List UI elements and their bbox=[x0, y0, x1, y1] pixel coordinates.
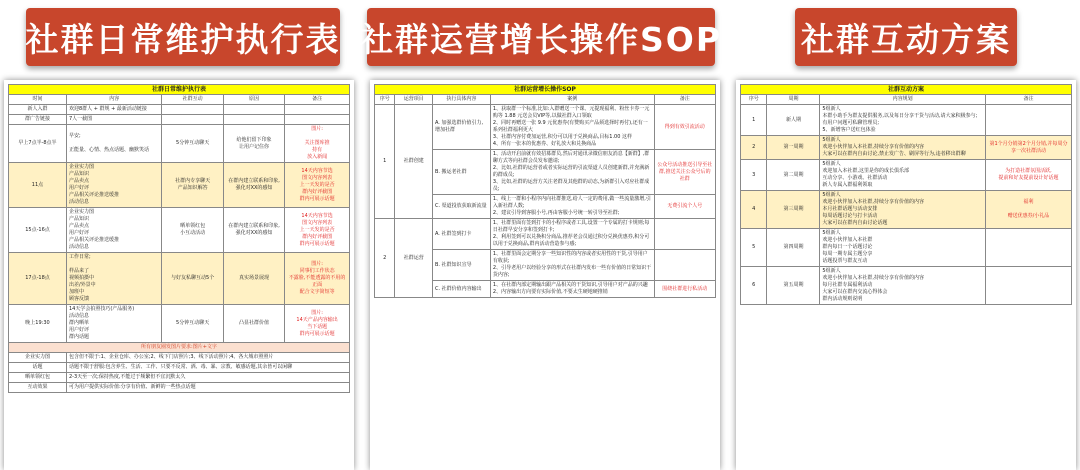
cycle-cell: 第五周期 bbox=[767, 267, 820, 305]
section-title: 所有朋友圈发图片要求:图片+文字 bbox=[9, 343, 350, 353]
footer-key: 晒单领红包 bbox=[9, 373, 67, 383]
interaction-cell: 社群内专享聊天 产品知识解答 bbox=[162, 163, 223, 208]
table-row bbox=[375, 105, 716, 150]
growth-sop-sheet bbox=[370, 80, 720, 470]
content-cell: 5组新人 本群小助手为群友提供服务,以及每日分享干货与活动,请大家积极参与; 有用户问题可私聊管理员; 5、新增客户送红包体验 bbox=[820, 105, 986, 136]
interaction-cell: 晒单领红包 小互动活动 bbox=[162, 208, 223, 253]
interaction-cell bbox=[162, 105, 223, 115]
column-header: 社群互动 bbox=[162, 95, 223, 105]
note-cell: 无费引流个人号 bbox=[654, 195, 715, 219]
case-cell: 1、线上一群和小程序内向社群推送,给人一定的费用,做一些流量激增,引入新社群人数; 2、建议引导到客服小号,再由客服小号统一转引导至社群; bbox=[490, 195, 654, 219]
table-row bbox=[375, 219, 716, 250]
column-header: 备注 bbox=[654, 95, 715, 105]
column-header: 运营项目 bbox=[395, 95, 433, 105]
table-row bbox=[741, 160, 1072, 191]
time-cell: 17点-18点 bbox=[9, 253, 67, 305]
sheet-title: 社群运营增长操作SOP bbox=[375, 85, 716, 95]
content-cell: 5组新人 欢迎加入本社群,这里是你的成长俱乐部 互动分享、小游戏、社群活动 新人专属入群福利领取 bbox=[820, 160, 986, 191]
content-cell: 5组新人 欢迎小伙伴加入本社群 群内每日一个话题讨论 每周一期专属主题分享 话题投票与群友互动 bbox=[820, 229, 986, 267]
exec-cell: B. 搬运老社群 bbox=[432, 150, 490, 195]
footer-row bbox=[9, 363, 350, 373]
footer-value: 可为用户提供实际价值:分享有价值、新鲜的一些热点话题 bbox=[66, 383, 349, 393]
cycle-cell: 第二周期 bbox=[767, 160, 820, 191]
note-cell: 图片: 关注图库推 持有 放入新闻 bbox=[285, 125, 350, 163]
reason-cell bbox=[223, 115, 284, 125]
banner-growth-sop: 社群运营增长操作SOP bbox=[367, 8, 715, 66]
note-cell: 14天内容节选 图文内容列表 上一天发的是否 群内好评截图 群内可展示话题 bbox=[285, 208, 350, 253]
content-cell: 早安; 正能量、心情、热点话题、幽默笑话 bbox=[66, 125, 161, 163]
content-cell: 5组新人 欢迎小伙伴加入本社群,持续分享有价值的内容 每月社群专属福利活动 大家可以在群内交流心得体会 群内活动规则说明 bbox=[820, 267, 986, 305]
section-row bbox=[9, 343, 350, 353]
exec-cell: A. 社群签到打卡 bbox=[432, 219, 490, 250]
content-cell: 企业实力图 产品知识 产品卖点 用户好评 产品相关评论推送缓推 活动信息 bbox=[66, 163, 161, 208]
content-cell: 企业实力图 产品知识 产品卖点 用户好评 产品相关评论推送缓推 活动信息 bbox=[66, 208, 161, 253]
row-number: 2 bbox=[375, 219, 395, 298]
cycle-cell: 第一周期 bbox=[767, 136, 820, 160]
reason-cell: 凸显社群价值 bbox=[223, 305, 284, 343]
column-header: 内容 bbox=[66, 95, 161, 105]
table-row bbox=[741, 191, 1072, 229]
reason-cell: 在群内建立联系和印象, 强化对XX的感知 bbox=[223, 163, 284, 208]
time-cell: 11点 bbox=[9, 163, 67, 208]
note-cell: 为打造社群氛围活跃, 提前和好友提前设计好话题 bbox=[985, 160, 1071, 191]
footer-key: 互动效果 bbox=[9, 383, 67, 393]
row-number: 5 bbox=[741, 229, 767, 267]
reason-cell: 真实场景展现 bbox=[223, 253, 284, 305]
note-cell: 围绕社群进行私活动 bbox=[654, 281, 715, 298]
time-cell: 15点-16点 bbox=[9, 208, 67, 253]
footer-row bbox=[9, 383, 350, 393]
time-cell: 早上7点半-8点半 bbox=[9, 125, 67, 163]
table-row bbox=[9, 125, 350, 163]
content-cell: 5组新人 欢迎小伙伴加入本社群,持续分享有价值的内容 本月社群话题与活动安排 每周话题讨论与打卡活动 大家可以在群内自由讨论话题 bbox=[820, 191, 986, 229]
note-cell: 图片: 14天产品内容输出 当下话题 群内可展示话题 bbox=[285, 305, 350, 343]
exec-cell: C. 社群价值内容输出 bbox=[432, 281, 490, 298]
column-header: 周期 bbox=[767, 95, 820, 105]
interaction-plan-table bbox=[740, 84, 1072, 305]
table-row bbox=[741, 267, 1072, 305]
banner-daily-maintenance: 社群日常维护执行表 bbox=[26, 8, 340, 66]
sheet-title: 社群互动方案 bbox=[741, 85, 1072, 95]
table-row bbox=[9, 105, 350, 115]
time-cell: 晚上19:30 bbox=[9, 305, 67, 343]
footer-key: 企业实力图 bbox=[9, 353, 67, 363]
exec-cell: A. 加强选群价值引力, 增加社群 bbox=[432, 105, 490, 150]
column-header: 序号 bbox=[375, 95, 395, 105]
table-row bbox=[9, 163, 350, 208]
interaction-cell: 与好友私聊互动5个 bbox=[162, 253, 223, 305]
reason-cell: 给他们留下印象 让用户记住你 bbox=[223, 125, 284, 163]
column-header: 执行具体内容 bbox=[432, 95, 490, 105]
exec-cell: C. 渠道投放获取新流量 bbox=[432, 195, 490, 219]
cycle-cell: 第三周期 bbox=[767, 191, 820, 229]
table-row bbox=[9, 253, 350, 305]
case-cell: 1、活动开启前就有效招募群员,然后对通讯录微信朋友消息【新群】,群聊方式等向社群会员发布邀请; 2、比如,社群的运营者或者实际运营的引流渠道人员创建新群,并充满新的群成员; 3、比如,社群的运营方关注老群及其他群的动态,为新群引入对应社群成员; bbox=[490, 150, 654, 195]
note-cell: 福利 赠送优惠券/小礼品 bbox=[985, 191, 1071, 229]
daily-maintenance-sheet bbox=[4, 80, 354, 470]
content-cell: 工作日常; 样品来了 视频拍摄中 出差/外景中 加班中 顾客反馈 bbox=[66, 253, 161, 305]
row-number: 6 bbox=[741, 267, 767, 305]
column-header: 备注 bbox=[985, 95, 1071, 105]
note-cell bbox=[985, 267, 1071, 305]
footer-value: 包含但不限于:1、企业仓库、办公室;2、线下门店照片;3、线下活动照片;4、各大城市照照片 bbox=[66, 353, 349, 363]
note-cell bbox=[985, 229, 1071, 267]
note-cell bbox=[654, 250, 715, 281]
footer-row bbox=[9, 373, 350, 383]
case-cell: 1、社群里面有签到打卡的小程序或者工具,设置一个专属的打卡规则;每日社群早安分享和签到打卡; 2、利用签到可以兑换积分商品,推荐老会员通过积分兑换优惠券,积分可以用于兑换商品,群内活动营造参与感; bbox=[490, 219, 654, 250]
interaction-cell bbox=[162, 115, 223, 125]
exec-cell: B. 社群知识宣导 bbox=[432, 250, 490, 281]
footer-value: 话题不限于舒服:包含养生、生活、工作、只要不反常、酒、毒、暴、宗教、敏感话题,其余皆可以闲聊 bbox=[66, 363, 349, 373]
table-row bbox=[9, 208, 350, 253]
case-cell: 1、社群里面会定期分享一些知识性的内容或者实用性的干货,引导用户有收获; 2、引导老用户以经验分享的形式在社群内发布一些有价值的日常知识干货内容; bbox=[490, 250, 654, 281]
note-cell: 得到有效引流活动 bbox=[654, 105, 715, 150]
time-cell: 新人入群 bbox=[9, 105, 67, 115]
footer-value: 2-3天至一次;保持热度,不能过于频繁但不宜沉默太久 bbox=[66, 373, 349, 383]
footer-key: 话题 bbox=[9, 363, 67, 373]
note-cell: 公众号活动推送引导至社群,推送关注公众号后的社群 bbox=[654, 150, 715, 195]
growth-sop-table bbox=[374, 84, 716, 298]
interaction-cell: 5分钟互动聊天 bbox=[162, 305, 223, 343]
note-cell: 14天内容节选 图文内容列表 上一天发的是否 群内好评截图 群内可展示话题 bbox=[285, 163, 350, 208]
footer-row bbox=[9, 353, 350, 363]
sheet-title: 社群日常维护执行表 bbox=[9, 85, 350, 95]
table-row bbox=[741, 105, 1072, 136]
column-header: 序号 bbox=[741, 95, 767, 105]
column-header: 备注 bbox=[285, 95, 350, 105]
cycle-cell: 新人期 bbox=[767, 105, 820, 136]
case-cell: 1、获取群一个标准,比如:入群赠送一个课、元提现福利、粉丝卡券一元购等 1.88 元送会员VIP等,以做社群入口领取 2、同时再赠送一张 9.9 元优惠券(有赞购买产品须选择时再付),还有一系列社群福利更大 3、社群内容付费加运营,积分可以用于兑换商品,目标1.00 这样 4、所有一张本的优惠券、好礼放大和兑换商品 bbox=[490, 105, 654, 150]
column-header: 时间 bbox=[9, 95, 67, 105]
time-cell: 群广告链接 bbox=[9, 115, 67, 125]
case-cell: 1、在社群内部定期输出跟产品相关的干货知识,引导用户对产品的兴趣 2、内容输出方向要有实际价值,不要太生硬地硬推销 bbox=[490, 281, 654, 298]
content-cell: 5组新人 欢迎小伙伴加入本社群,持续分享有价值的内容 大家可以在群内自由讨论,禁止发广告、刷屏等行为,违者移出群聊 bbox=[820, 136, 986, 160]
note-cell bbox=[285, 105, 350, 115]
row-number: 3 bbox=[741, 160, 767, 191]
project-cell: 社群运营 bbox=[395, 219, 433, 298]
row-number: 1 bbox=[741, 105, 767, 136]
note-cell: 第1个月分销第2个月分销,并每周分享一次社群活动 bbox=[985, 136, 1071, 160]
reason-cell bbox=[223, 105, 284, 115]
interaction-plan-sheet bbox=[736, 80, 1076, 470]
content-cell: 14天学会拍照技巧(产品服务) 活动信息 群内晒单 用户好评 群内话题 bbox=[66, 305, 161, 343]
note-cell bbox=[285, 115, 350, 125]
table-row bbox=[9, 305, 350, 343]
column-header: 案例 bbox=[490, 95, 654, 105]
cycle-cell: 第四周期 bbox=[767, 229, 820, 267]
note-cell: 图片: 同事们工作状态 不露脸,不能透露的不用的正面 配合文字简短等 bbox=[285, 253, 350, 305]
daily-maintenance-table bbox=[8, 84, 350, 393]
row-number: 1 bbox=[375, 105, 395, 219]
table-row bbox=[9, 115, 350, 125]
content-cell: 欢迎8群人 + 群规 + 最新活动链接 bbox=[66, 105, 161, 115]
reason-cell: 在群内建立联系和印象, 强化对XX的感知 bbox=[223, 208, 284, 253]
banner-interaction-plan: 社群互动方案 bbox=[795, 8, 1017, 66]
content-cell: 7人一截图 bbox=[66, 115, 161, 125]
row-number: 2 bbox=[741, 136, 767, 160]
interaction-cell: 5分钟互动聊天 bbox=[162, 125, 223, 163]
column-header: 原因 bbox=[223, 95, 284, 105]
table-row bbox=[741, 136, 1072, 160]
table-row bbox=[741, 229, 1072, 267]
note-cell bbox=[985, 105, 1071, 136]
project-cell: 社群创建 bbox=[395, 105, 433, 219]
note-cell bbox=[654, 219, 715, 250]
column-header: 内容规划 bbox=[820, 95, 986, 105]
row-number: 4 bbox=[741, 191, 767, 229]
